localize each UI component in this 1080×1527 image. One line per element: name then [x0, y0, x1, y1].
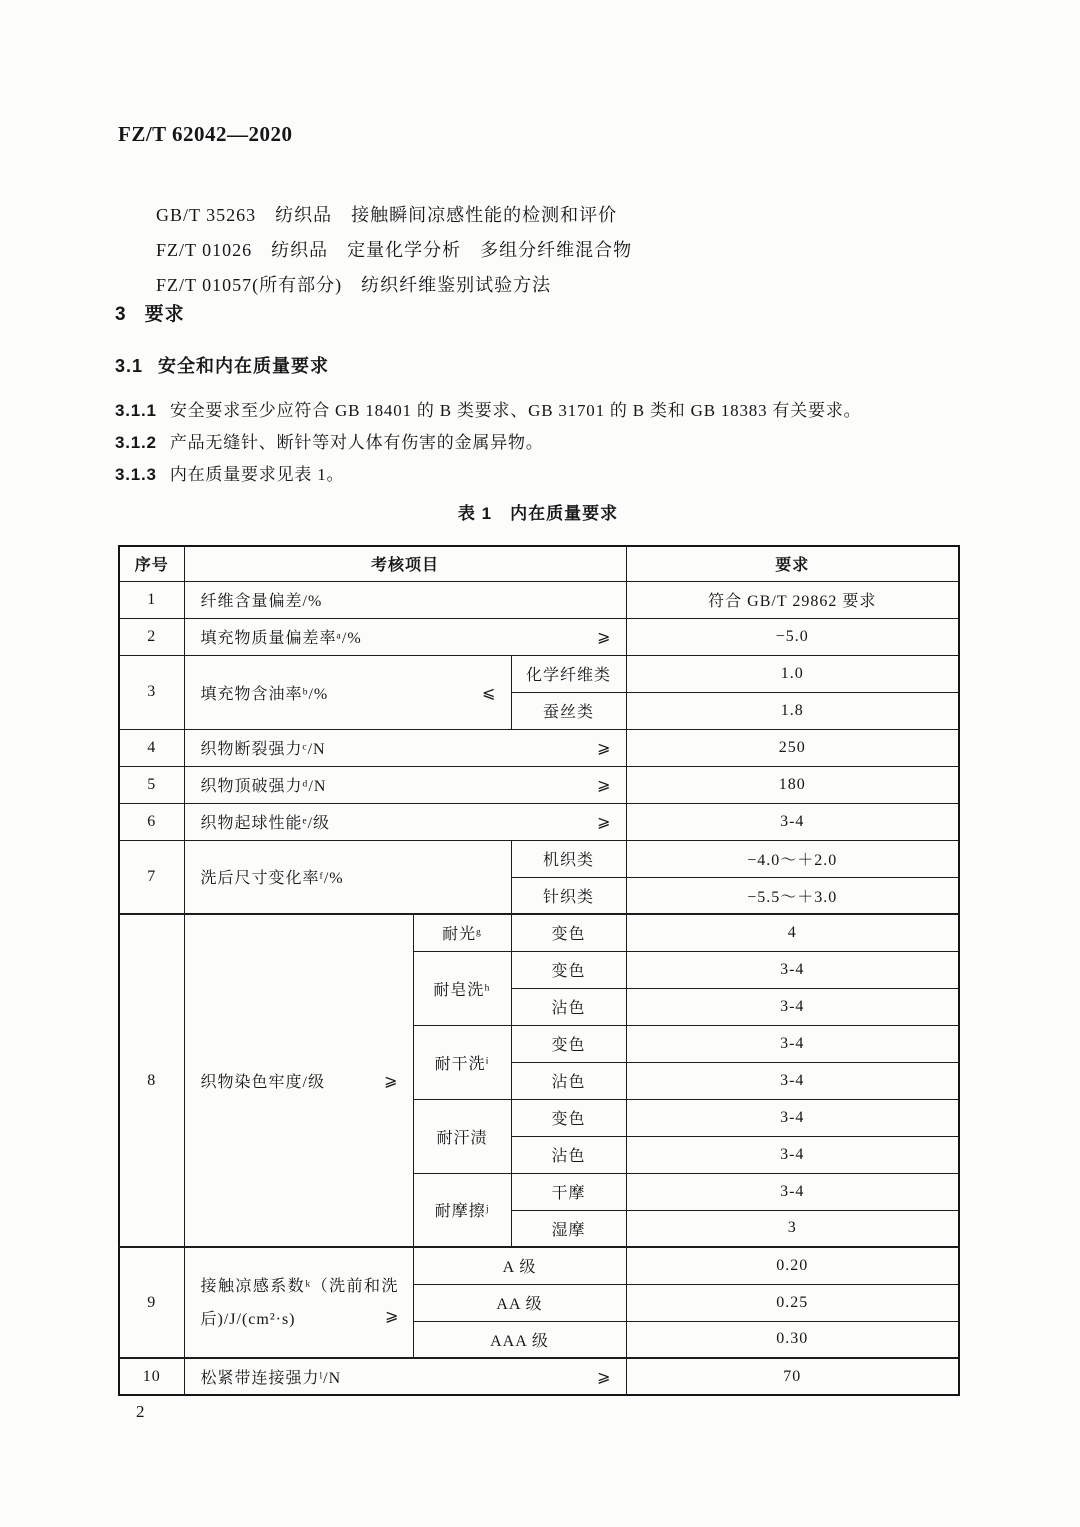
requirement-cell: 3	[626, 1210, 959, 1247]
page-number: 2	[136, 1402, 145, 1421]
item-cell	[184, 914, 413, 1247]
shade-cell: 沾色	[511, 1062, 626, 1099]
table-row	[119, 1358, 959, 1395]
table-row	[119, 655, 959, 692]
operator-symbol: ⩾	[597, 812, 611, 831]
shade-cell: 变色	[511, 1025, 626, 1062]
section-number: 3	[115, 304, 127, 325]
category-cell: 化学纤维类	[511, 655, 626, 692]
item-cell	[184, 803, 626, 840]
requirement-cell: 0.25	[626, 1284, 959, 1321]
item-label: 织物染色牢度/级	[200, 1074, 325, 1091]
item-label: 松紧带连接强力ˡ/N	[200, 1370, 342, 1387]
item-label: 纤维含量偏差/%	[200, 593, 323, 610]
item-cell	[184, 1358, 626, 1395]
table-header-row	[119, 546, 959, 581]
table-row	[119, 803, 959, 840]
section-number: 3.1	[115, 356, 144, 376]
item-label: 填充物质量偏差率ᵃ/%	[200, 630, 362, 647]
clause-text: 产品无缝针、断针等对人体有伤害的金属异物。	[169, 433, 544, 452]
item-cell	[184, 1247, 413, 1358]
category-cell: 针织类	[511, 877, 626, 914]
category-cell: 蚕丝类	[511, 692, 626, 729]
clause-number: 3.1.3	[115, 465, 157, 484]
requirement-cell: 3-4	[626, 988, 959, 1025]
grade-cell: A 级	[413, 1247, 626, 1284]
requirement-cell: −5.5～＋3.0	[626, 877, 959, 914]
row-number: 3	[119, 655, 184, 729]
table-row	[119, 618, 959, 655]
requirement-cell: 250	[626, 729, 959, 766]
operator-symbol: ⩾	[597, 738, 611, 757]
requirement-cell: 4	[626, 914, 959, 951]
category-cell: 机织类	[511, 840, 626, 877]
item-cell	[184, 766, 626, 803]
fastness-type-cell: 耐摩擦ʲ	[413, 1173, 511, 1247]
clause-number: 3.1.2	[115, 433, 157, 452]
section-title: 要求	[144, 304, 185, 325]
row-number: 2	[119, 618, 184, 655]
shade-cell: 沾色	[511, 1136, 626, 1173]
reference-line: FZ/T 01026 纺织品 定量化学分析 多组分纤维混合物	[156, 240, 633, 260]
requirement-cell: 70	[626, 1358, 959, 1395]
row-number: 1	[119, 581, 184, 618]
quality-requirements-table	[118, 545, 960, 1396]
requirement-cell: 1.0	[626, 655, 959, 692]
operator-symbol: ⩾	[597, 1367, 611, 1386]
requirement-cell: 3-4	[626, 1062, 959, 1099]
requirement-cell: 3-4	[626, 1099, 959, 1136]
row-number: 6	[119, 803, 184, 840]
requirement-cell: 3-4	[626, 803, 959, 840]
section-title: 安全和内在质量要求	[158, 356, 330, 376]
shade-cell: 湿摩	[511, 1210, 626, 1247]
requirement-cell: 1.8	[626, 692, 959, 729]
item-cell	[184, 655, 511, 729]
grade-cell: AAA 级	[413, 1321, 626, 1358]
clause-text: 内在质量要求见表 1。	[169, 465, 345, 484]
table-row	[119, 840, 959, 877]
requirement-cell: 3-4	[626, 951, 959, 988]
requirement-cell: 符合 GB/T 29862 要求	[626, 581, 959, 618]
row-number: 10	[119, 1358, 184, 1395]
requirement-cell: 3-4	[626, 1136, 959, 1173]
operator-symbol: ⩽	[482, 682, 496, 702]
row-number: 4	[119, 729, 184, 766]
requirement-cell: 180	[626, 766, 959, 803]
clause-3-1-2	[115, 428, 544, 453]
fastness-type-cell: 耐汗渍	[413, 1099, 511, 1173]
clause-3-1-1	[115, 396, 861, 421]
table-row	[119, 914, 959, 951]
row-number: 9	[119, 1247, 184, 1358]
shade-cell: 变色	[511, 914, 626, 951]
item-label: 织物断裂强力ᶜ/N	[200, 741, 326, 758]
shade-cell: 变色	[511, 1099, 626, 1136]
table-row	[119, 581, 959, 618]
requirement-cell: 3-4	[626, 1173, 959, 1210]
operator-symbol: ⩾	[384, 1071, 398, 1090]
row-number: 7	[119, 840, 184, 914]
section-3-heading	[115, 299, 185, 326]
requirement-cell: −4.0～＋2.0	[626, 840, 959, 877]
row-number: 8	[119, 914, 184, 1247]
item-label: 填充物含油率ᵇ/%	[200, 685, 329, 703]
reference-line: FZ/T 01057(所有部分) 纺织纤维鉴别试验方法	[156, 275, 552, 295]
normative-references	[156, 198, 632, 303]
item-label: 织物顶破强力ᵈ/N	[200, 778, 327, 795]
operator-symbol: ⩾	[385, 1305, 399, 1325]
fastness-type-cell: 耐光ᵍ	[413, 914, 511, 951]
clause-number: 3.1.1	[115, 401, 157, 420]
row-number: 5	[119, 766, 184, 803]
clause-text: 安全要求至少应符合 GB 18401 的 B 类要求、GB 31701 的 B 类和 GB 18383 有关要求。	[169, 401, 862, 420]
header-requirement: 要求	[626, 546, 959, 581]
section-3-1-heading	[115, 352, 329, 378]
item-cell	[184, 618, 626, 655]
standard-code: FZ/T 62042—2020	[118, 122, 293, 146]
fastness-type-cell: 耐干洗ⁱ	[413, 1025, 511, 1099]
clause-3-1-3	[115, 460, 344, 485]
requirement-cell: −5.0	[626, 618, 959, 655]
shade-cell: 变色	[511, 951, 626, 988]
table-title: 表 1 内在质量要求	[457, 504, 619, 523]
requirement-cell: 3-4	[626, 1025, 959, 1062]
requirement-cell: 0.20	[626, 1247, 959, 1284]
item-cell	[184, 840, 511, 914]
item-label: 织物起球性能ᵉ/级	[200, 815, 331, 832]
shade-cell: 干摩	[511, 1173, 626, 1210]
item-cell	[184, 581, 626, 618]
item-cell	[184, 729, 626, 766]
reference-line: GB/T 35263 纺织品 接触瞬间凉感性能的检测和评价	[156, 205, 618, 225]
fastness-type-cell: 耐皂洗ʰ	[413, 951, 511, 1025]
table-row	[119, 1247, 959, 1284]
header-index: 序号	[119, 546, 184, 581]
item-label: 洗后尺寸变化率ᶠ/%	[200, 870, 344, 888]
table-row	[119, 729, 959, 766]
shade-cell: 沾色	[511, 988, 626, 1025]
operator-symbol: ⩾	[597, 775, 611, 794]
requirement-cell: 0.30	[626, 1321, 959, 1358]
operator-symbol: ⩾	[597, 627, 611, 646]
item-label: 接触凉感系数ᵏ（洗前和洗后)/J/(cm²·s)	[200, 1277, 399, 1328]
header-item: 考核项目	[184, 546, 626, 581]
grade-cell: AA 级	[413, 1284, 626, 1321]
table-row	[119, 766, 959, 803]
